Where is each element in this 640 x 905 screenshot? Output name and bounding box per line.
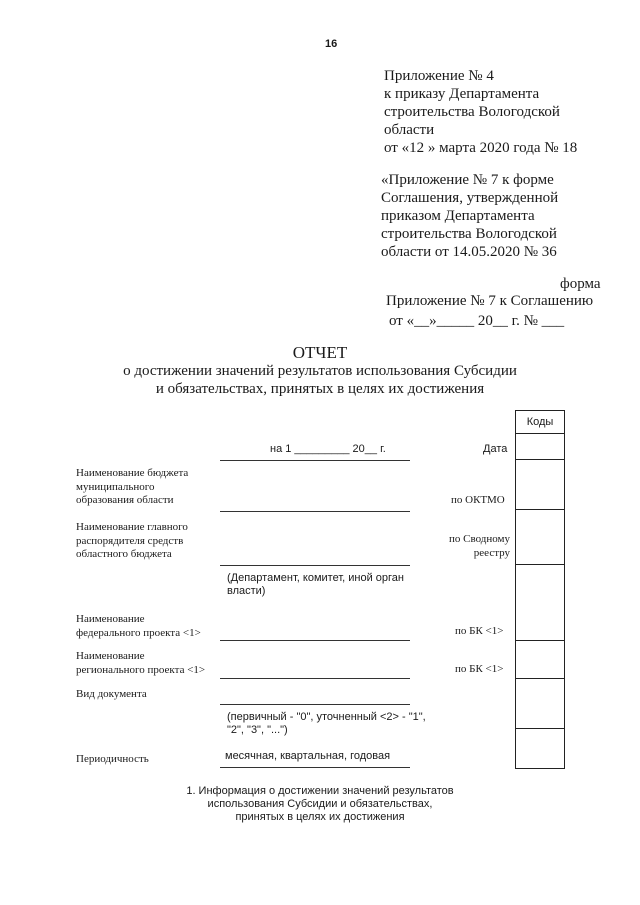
budget-label-line: образования области xyxy=(76,494,174,506)
regional-field-line[interactable] xyxy=(220,678,410,679)
annex4-line: строительства Вологодской xyxy=(384,104,560,120)
date-label: Дата xyxy=(483,443,508,455)
svod-label-line: реестру xyxy=(473,546,510,559)
date-underline xyxy=(220,460,410,461)
section1-line: 1. Информация о достижении значений результатов xyxy=(186,785,454,797)
dept-hint-line: (Департамент, комитет, иной орган xyxy=(227,572,404,584)
annex7-line: строительства Вологодской xyxy=(381,226,557,242)
budget-field-line[interactable] xyxy=(220,511,410,512)
doc-type-label: Вид документа xyxy=(76,688,147,700)
annex7-quote-block xyxy=(381,171,558,261)
page-number: 16 xyxy=(325,38,338,50)
manager-field-line[interactable] xyxy=(220,565,410,566)
section1-heading xyxy=(0,785,640,824)
periodicity-label: Периодичность xyxy=(76,753,149,765)
bk-regional-label: по БК <1> xyxy=(455,663,504,675)
form-label: форма xyxy=(560,276,601,292)
form-header-line1: Приложение № 7 к Соглашению xyxy=(386,293,594,309)
codes-header-cell xyxy=(515,410,565,434)
budget-label xyxy=(76,467,188,508)
annex7-line: «Приложение № 7 к форме xyxy=(381,172,554,188)
annex7-line: приказом Департамента xyxy=(381,208,535,224)
manager-label xyxy=(76,521,188,562)
regional-label xyxy=(76,650,205,677)
doc-hint-line: (первичный - "0", уточненный <2> - "1", xyxy=(227,711,426,723)
annex4-line: от «12 » марта 2020 года № 18 xyxy=(384,140,578,156)
doc-type-field-line[interactable] xyxy=(220,704,410,705)
report-subtitle-line1: о достижении значений результатов использования Субсидии xyxy=(123,363,517,379)
code-cell-svod[interactable] xyxy=(515,510,565,565)
form-header-line2: от «__»_____ 20__ г. № ___ xyxy=(389,313,565,329)
section1-line: использования Субсидии и обязательствах, xyxy=(207,798,433,810)
section1-line: принятых в целях их достижения xyxy=(235,811,405,823)
periodicity-field-line[interactable] xyxy=(220,767,410,768)
annex4-line: к приказу Департамента xyxy=(384,86,540,102)
report-title: ОТЧЕТ xyxy=(292,343,348,362)
code-cell-doc-type[interactable] xyxy=(515,679,565,729)
federal-label-line: Наименование xyxy=(76,613,145,625)
code-cell-bk-regional[interactable] xyxy=(515,641,565,679)
annex7-line: области от 14.05.2020 № 36 xyxy=(381,244,557,260)
federal-label-line: федерального проекта <1> xyxy=(76,626,201,639)
code-cell-periodicity[interactable] xyxy=(515,729,565,769)
periodicity-value: месячная, квартальная, годовая xyxy=(225,750,391,762)
budget-label-line: муниципального xyxy=(76,480,155,493)
svod-label-line: по Сводному xyxy=(448,533,510,545)
manager-label-line: Наименование главного xyxy=(76,521,188,533)
annex4-line: Приложение № 4 xyxy=(384,68,494,84)
oktmo-label: по ОКТМО xyxy=(451,494,505,506)
codes-header: Коды xyxy=(526,416,554,428)
code-cell-oktmo[interactable] xyxy=(515,460,565,510)
regional-label-line: регионального проекта <1> xyxy=(76,663,206,676)
manager-label-line: областного бюджета xyxy=(76,548,172,560)
federal-field-line[interactable] xyxy=(220,640,410,641)
dept-hint-line: власти) xyxy=(227,585,266,597)
regional-label-line: Наименование xyxy=(76,650,145,662)
code-cell-date[interactable] xyxy=(515,434,565,460)
bk-federal-label: по БК <1> xyxy=(455,625,504,637)
doc-hint xyxy=(227,711,426,737)
annex4-line: области xyxy=(384,122,435,138)
manager-label-line: распорядителя средств xyxy=(76,534,184,547)
federal-label xyxy=(76,613,201,640)
svod-label xyxy=(444,533,510,560)
code-cell-bk-federal[interactable] xyxy=(515,565,565,641)
budget-label-line: Наименование бюджета xyxy=(76,467,189,479)
doc-hint-line: "2", "3", "...") xyxy=(227,724,288,736)
dept-hint xyxy=(227,572,404,598)
report-subtitle-line2: и обязательствах, принятых в целях их достижения xyxy=(155,381,485,397)
annex4-block xyxy=(384,67,577,157)
date-line[interactable]: на 1 _________ 20__ г. xyxy=(270,443,386,455)
annex7-line: Соглашения, утвержденной xyxy=(381,190,559,206)
